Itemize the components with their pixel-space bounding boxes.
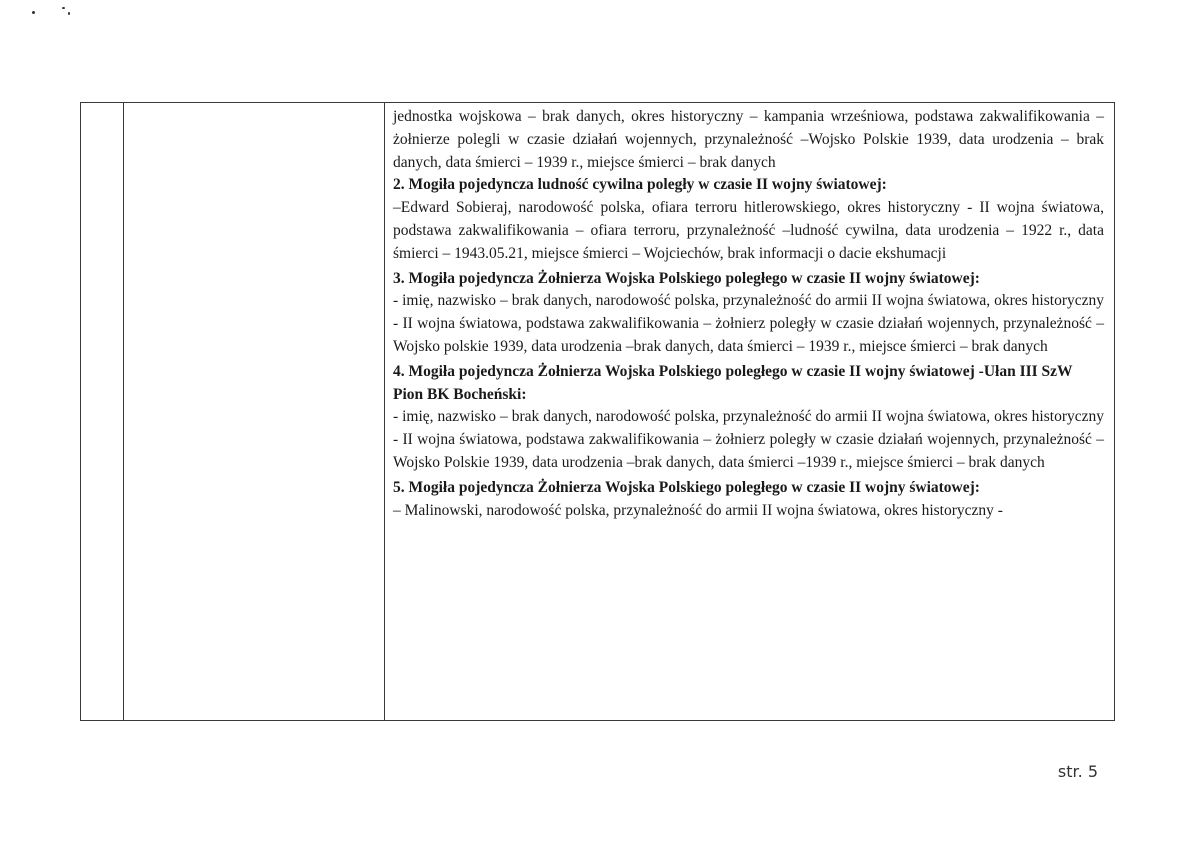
entry-body: – Malinowski, narodowość polska, przynależność do armii II wojna światowa, okres historyczny - [393, 501, 1003, 519]
entry-body: –Edward Sobieraj, narodowość polska, ofiara terroru hitlerowskiego, okres historyczny - II wojna światowa, podstawa zakwalifikowania – ofiara terroru, przynależność –ludność cywilna, data urodzenia – 1922 r., data śmierci – 1943.05.21, miejsce śmierci – Wojciechów, brak informacji o dacie ekshumacji [393, 199, 1104, 262]
number-column-cell [81, 103, 124, 721]
scan-speck [68, 12, 70, 15]
scan-speck [62, 7, 65, 9]
grave-entry-5 [393, 477, 1104, 523]
document-table [80, 102, 1115, 721]
grave-entry-2 [393, 174, 1104, 265]
table-row [81, 103, 1115, 721]
intro-paragraph: jednostka wojskowa – brak danych, okres historyczny – kampania wrześniowa, podstawa zakwalifikowania – żołnierze polegli w czasie działań wojennych, przynależność –Wojsko Polskie 1939, data urodzenia – brak danych, data śmierci – 1939 r., miejsce śmierci – brak danych [393, 108, 1104, 171]
grave-entry-4 [393, 361, 1104, 475]
entry-heading: 3. Mogiła pojedyncza Żołnierza Wojska Polskiego poległego w czasie II wojny światowej: [393, 269, 980, 287]
entry-body: - imię, nazwisko – brak danych, narodowość polska, przynależność do armii II wojna światowa, okres historyczny - II wojna światowa, podstawa zakwalifikowania – żołnierz poległy w czasie działań wojennych, przynależność – Wojsko polskie 1939, data urodzenia –brak danych, data śmierci – 1939 r., miejsce śmierci – brak danych [393, 292, 1104, 355]
entry-heading: 5. Mogiła pojedyncza Żołnierza Wojska Polskiego poległego w czasie II wojny światowej: [393, 478, 980, 496]
location-column-cell [124, 103, 385, 721]
entry-body: - imię, nazwisko – brak danych, narodowość polska, przynależność do armii II wojna światowa, okres historyczny - II wojna światowa, podstawa zakwalifikowania – żołnierz poległy w czasie działań wojennych, przynależność – Wojsko Polskie 1939, data urodzenia –brak danych, data śmierci –1939 r., miejsce śmierci – brak danych [393, 408, 1104, 471]
page-number: str. 5 [1057, 762, 1098, 781]
entry-heading: 2. Mogiła pojedyncza ludność cywilna poległy w czasie II wojny światowej: [393, 176, 887, 194]
grave-entry-3 [393, 268, 1104, 359]
description-column-cell [385, 103, 1115, 721]
entry-heading: 4. Mogiła pojedyncza Żołnierza Wojska Polskiego poległego w czasie II wojny światowej -Ułan III SzW Pion BK Bocheński: [393, 362, 1073, 403]
scan-speck [32, 11, 35, 14]
